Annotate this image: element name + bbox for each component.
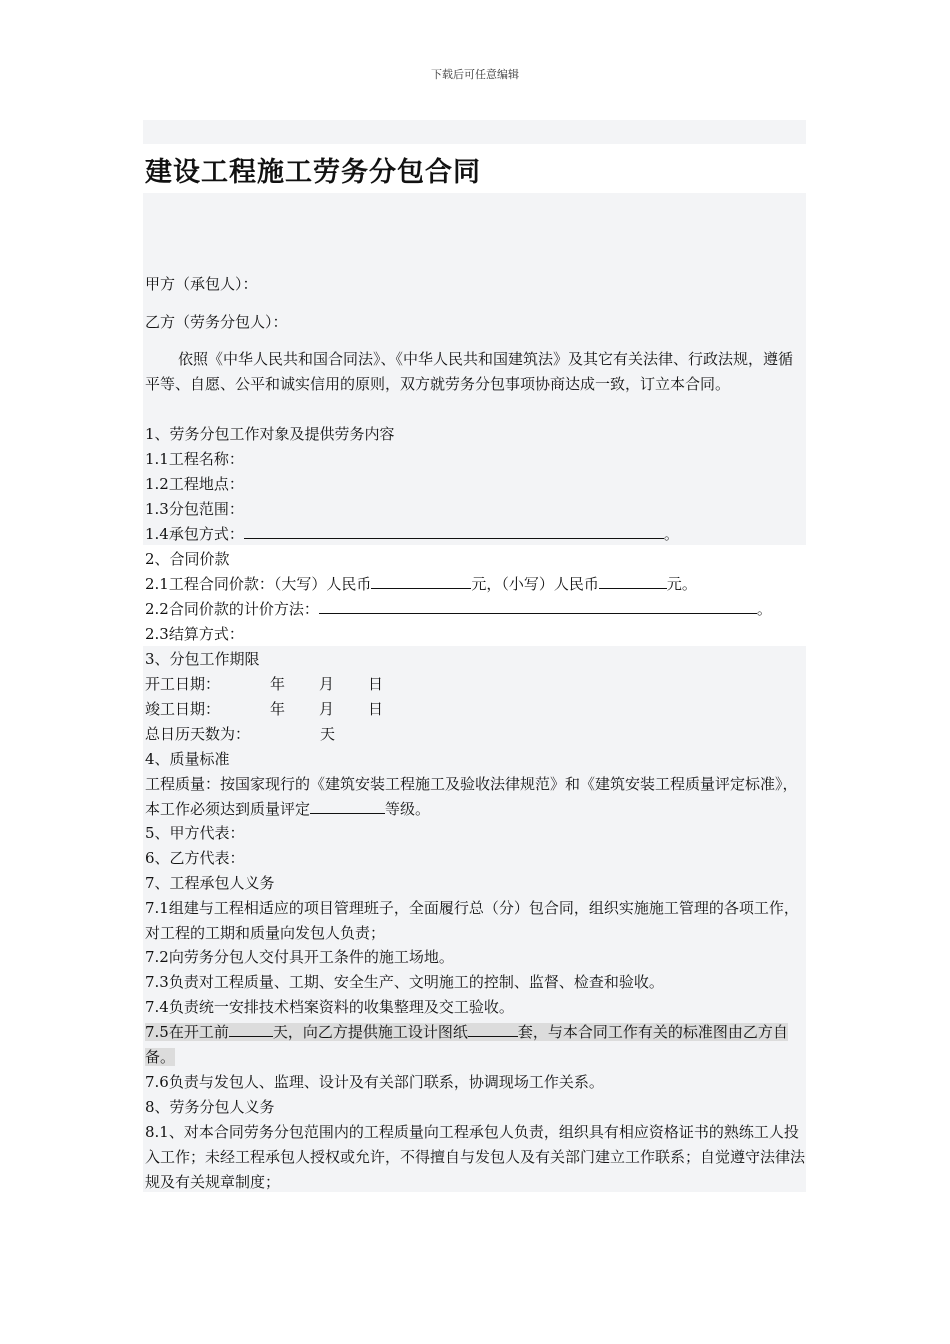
days-before-blank bbox=[229, 1020, 273, 1037]
intro-paragraph: 依照《中华人民共和国合同法》、《中华人民共和国建筑法》及其它有关法律、行政法规，遵循平等、自愿、公平和诚实信用的原则，双方就劳务分包事项协商达成一致，订立本合同。 bbox=[145, 350, 794, 393]
section-3-heading: 3、分包工作期限 bbox=[145, 650, 260, 668]
total-days-unit: 天 bbox=[320, 725, 336, 743]
section-4-heading: 4、质量标准 bbox=[145, 750, 230, 768]
item-2-2-label: 2.2合同价款的计价方法： bbox=[145, 600, 319, 618]
item-1-4-label: 1.4承包方式： bbox=[145, 525, 244, 543]
section-6: 6、乙方代表： bbox=[145, 849, 245, 867]
item-2-2 bbox=[145, 597, 772, 622]
price-lowercase-blank bbox=[599, 572, 667, 589]
start-day: 日 bbox=[368, 675, 384, 693]
item-7-5-b: 天，向乙方提供施工设计图纸 bbox=[272, 1023, 468, 1041]
shade-block bbox=[143, 120, 806, 144]
header-note: 下载后可任意编辑 bbox=[431, 68, 519, 81]
item-7-2: 7.2向劳务分包人交付具开工条件的施工场地。 bbox=[145, 948, 454, 966]
end-date bbox=[145, 697, 383, 722]
item-2-1-c: 元。 bbox=[666, 575, 697, 593]
end-date-label: 竣工日期： bbox=[145, 700, 221, 718]
item-1-1: 1.1工程名称： bbox=[145, 450, 244, 468]
item-1-4-end: 。 bbox=[663, 525, 679, 543]
quality-paragraph bbox=[145, 772, 805, 822]
item-2-2-end: 。 bbox=[756, 600, 772, 618]
section-2-heading: 2、合同价款 bbox=[145, 550, 230, 568]
section-1-heading: 1、劳务分包工作对象及提供劳务内容 bbox=[145, 425, 395, 443]
item-7-5 bbox=[145, 1020, 805, 1070]
item-1-2: 1.2工程地点： bbox=[145, 475, 244, 493]
total-days bbox=[145, 722, 335, 747]
section-5: 5、甲方代表： bbox=[145, 824, 245, 842]
price-uppercase-blank bbox=[371, 572, 471, 589]
page-title: 建设工程施工劳务分包合同 bbox=[145, 157, 481, 188]
item-7-3: 7.3负责对工程质量、工期、安全生产、文明施工的控制、监督、检查和验收。 bbox=[145, 973, 664, 991]
start-date-label: 开工日期： bbox=[145, 675, 221, 693]
item-1-4 bbox=[145, 522, 679, 547]
start-year: 年 bbox=[270, 675, 286, 693]
item-7-6: 7.6负责与发包人、监理、设计及有关部门联系，协调现场工作关系。 bbox=[145, 1073, 604, 1091]
start-date bbox=[145, 672, 383, 697]
section-8-heading: 8、劳务分包人义务 bbox=[145, 1098, 275, 1116]
party-b: 乙方（劳务分包人）： bbox=[145, 313, 288, 331]
item-2-1-b: 元，（小写）人民币 bbox=[471, 575, 599, 593]
item-1-3: 1.3分包范围： bbox=[145, 500, 244, 518]
item-2-1-a: 2.1工程合同价款：（大写）人民币 bbox=[145, 575, 372, 593]
end-day: 日 bbox=[368, 700, 384, 718]
quality-text: 工程质量：按国家现行的《建筑安装工程施工及验收法律规范》和《建筑安装工程质量评定标准》，本工作必须达到质量评定 bbox=[145, 775, 798, 818]
item-2-1 bbox=[145, 572, 697, 597]
quality-text-end: 等级。 bbox=[385, 800, 431, 818]
item-2-3: 2.3结算方式： bbox=[145, 625, 244, 643]
end-year: 年 bbox=[270, 700, 286, 718]
item-7-5-c: 套，与本合同工作有关的标准图 bbox=[517, 1023, 728, 1041]
party-a: 甲方（承包人）： bbox=[145, 275, 258, 293]
item-7-1: 7.1组建与工程相适应的项目管理班子，全面履行总（分）包合同，组织实施施工管理的各项工作，对工程的工期和质量向发包人负责； bbox=[145, 899, 799, 942]
item-7-5-d: 由乙方自备。 bbox=[145, 1023, 788, 1066]
pricing-method-blank bbox=[319, 597, 757, 614]
item-8-1: 8.1、对本合同劳务分包范围内的工程质量向工程承包人负责，组织具有相应资格证书的熟练工人投入工作；未经工程承包人授权或允许，不得擅自与发包人及有关部门建立工作联系；自觉遵守法律法规及有关规章制度； bbox=[145, 1123, 806, 1191]
end-month: 月 bbox=[319, 700, 335, 718]
drawing-sets-blank bbox=[468, 1020, 518, 1037]
total-days-label: 总日历天数为： bbox=[145, 725, 251, 743]
contract-mode-blank bbox=[244, 522, 664, 539]
item-7-4: 7.4负责统一安排技术档案资料的收集整理及交工验收。 bbox=[145, 998, 514, 1016]
quality-grade-blank bbox=[310, 797, 385, 814]
start-month: 月 bbox=[319, 675, 335, 693]
item-7-5-a: 7.5在开工前 bbox=[145, 1023, 229, 1041]
section-7-heading: 7、工程承包人义务 bbox=[145, 874, 275, 892]
